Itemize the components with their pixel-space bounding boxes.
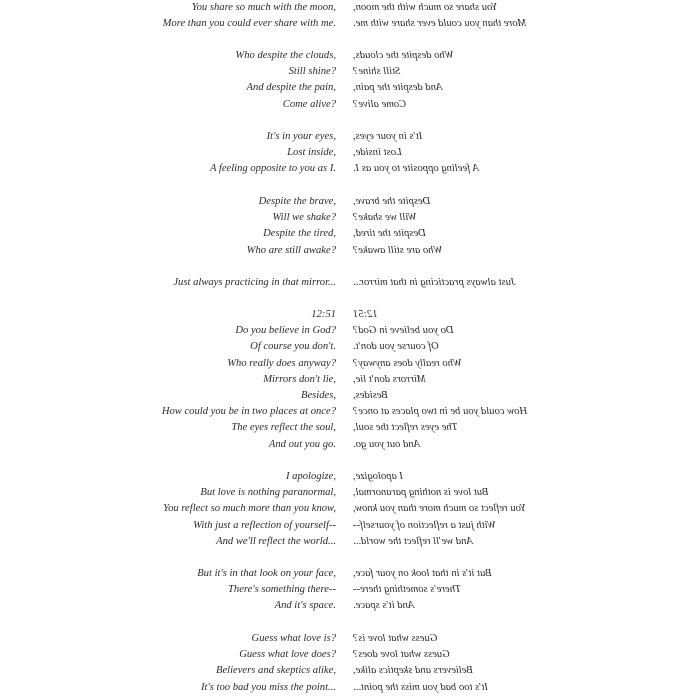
mirrored-poem-line-text: Who are still awake? — [353, 244, 443, 256]
poem-line: Besides, — [300, 390, 336, 401]
mirrored-poem-line-text: Who despite the clouds, — [353, 50, 454, 61]
mirrored-poem-line-text: Will we shake? — [353, 212, 417, 224]
poem-line: I apologize, — [285, 471, 336, 482]
mirrored-poem-line-text: Besides, — [353, 390, 389, 401]
mirrored-poem-line-text: Mirrors don't lie, — [353, 373, 426, 385]
mirrored-poem-line-text: A feeling opposite to you as I. — [353, 163, 480, 175]
mirrored-poem-line — [353, 420, 700, 436]
mirrored-poem-line — [353, 663, 700, 679]
mirrored-poem-line — [353, 16, 700, 32]
poem-line: You share so much with the moon, — [191, 2, 336, 13]
poem-line: The eyes reflect the soul, — [231, 422, 336, 434]
mirrored-poem-line-text: It's too bad you miss the point... — [353, 681, 488, 693]
mirrored-poem-line-text: It's in your eyes, — [353, 131, 423, 142]
mirrored-poem-line — [353, 64, 700, 80]
mirrored-poem-line-text: Guess what love is? — [353, 633, 438, 644]
poem-line: You reflect so much more than you know, — [163, 503, 336, 515]
poem-line: It's in your eyes, — [266, 131, 336, 142]
poem-line: Will we shake? — [272, 212, 336, 224]
mirrored-poem-line — [353, 243, 700, 259]
mirrored-poem-line — [353, 598, 700, 614]
poem-line: Lost inside, — [287, 147, 336, 159]
poem-line: Guess what love is? — [251, 633, 336, 644]
poem-line: 12:51 — [311, 309, 336, 320]
mirrored-poem-line-text: You share so much with the moon, — [353, 2, 498, 13]
poem-line: But it's in that look on your face, — [197, 568, 336, 579]
mirrored-poem-line-text: Believers and skeptics alike, — [353, 665, 474, 677]
poem-line: Believers and skeptics alike, — [215, 665, 336, 677]
mirrored-poem-line — [353, 226, 700, 242]
poem-line: With just a reflection of yourself-- — [193, 519, 336, 531]
mirrored-poem-line-text: Guess what love does? — [353, 649, 450, 661]
mirrored-poem-line-text: You reflect so much more than you know, — [353, 503, 526, 515]
mirrored-poem-line-text: Who really does anyway? — [353, 357, 462, 369]
mirrored-poem-line — [353, 566, 700, 582]
mirrored-poem-line-text: Still shine? — [353, 66, 401, 78]
poem-line: Who despite the clouds, — [235, 50, 336, 61]
mirrored-poem-line — [353, 161, 700, 177]
poem-line: And out you go. — [268, 438, 336, 450]
mirrored-poem-line — [353, 485, 700, 501]
poem-line: Of course you don't. — [250, 341, 336, 353]
mirrored-poem-line — [353, 210, 700, 226]
mirrored-poem-line-text: 12:51 — [353, 309, 378, 320]
poem-line: Who are still awake? — [246, 244, 336, 256]
mirrored-poem-line-text: And we'll reflect the world... — [353, 535, 473, 547]
poem-line: And we'll reflect the world... — [216, 535, 336, 547]
mirrored-poem-line — [353, 680, 700, 696]
mirrored-poem-line-text: Despite the brave, — [353, 196, 431, 207]
poem-line: But love is nothing paranormal, — [200, 487, 336, 499]
mirrored-poem-line — [353, 437, 700, 453]
mirrored-poem-line — [353, 323, 700, 339]
poem-line: Despite the tired, — [263, 228, 336, 240]
mirrored-poem-line-text: With just a reflection of yourself-- — [353, 519, 496, 531]
mirrored-poem-line — [353, 194, 700, 210]
poem-line: Who really does anyway? — [227, 357, 336, 369]
mirrored-poem-line — [353, 388, 700, 404]
mirrored-poem-line — [353, 518, 700, 534]
mirrored-poem-line — [353, 534, 700, 550]
mirrored-poem-line-text: How could you be in two places at once? — [353, 406, 528, 418]
poem-line: And despite the pain, — [246, 82, 336, 94]
mirrored-poem-line-text: The eyes reflect the soul, — [353, 422, 458, 434]
mirrored-poem-line — [353, 129, 700, 145]
mirrored-poem-line — [353, 372, 700, 388]
poem-line: And it's space. — [274, 600, 336, 612]
poem-line: Come alive? — [282, 98, 336, 110]
mirrored-poem-line — [353, 48, 700, 64]
mirrored-poem-line-text: And out you go. — [353, 438, 421, 450]
mirrored-poem-line-text: And it's space. — [353, 600, 415, 612]
poem-line: Mirrors don't lie, — [263, 373, 336, 385]
poem-line: There's something there-- — [228, 584, 336, 596]
mirrored-poem-line-text: Despite the tired, — [353, 228, 426, 240]
poem-line: A feeling opposite to you as I. — [209, 163, 336, 175]
poem-line: Despite the brave, — [258, 196, 336, 207]
poem-line: More than you could ever share with me. — [162, 18, 336, 30]
mirrored-poem-line — [353, 647, 700, 663]
poem-line: Do you believe in God? — [235, 325, 336, 337]
mirrored-poem-line — [353, 307, 700, 323]
mirrored-poem-line — [353, 582, 700, 598]
mirrored-poem-line — [353, 275, 700, 291]
mirrored-poem-line-text: Just always practicing in that mirror... — [353, 277, 516, 288]
mirrored-poem-line-text: I apologize, — [353, 471, 404, 482]
mirrored-poem-line-text: Come alive? — [353, 98, 407, 110]
mirrored-poem-line — [353, 97, 700, 113]
mirrored-poem-line-text: Lost inside, — [353, 147, 402, 159]
mirrored-poem-line — [353, 356, 700, 372]
mirrored-poem-line — [353, 145, 700, 161]
poem-line: Still shine? — [288, 66, 336, 78]
poem-line: Guess what love does? — [239, 649, 336, 661]
mirrored-poem-line-text: There's something there-- — [353, 584, 461, 596]
mirrored-poem-line-text: More than you could ever share with me. — [353, 18, 527, 30]
poem-line: Just always practicing in that mirror... — [173, 277, 336, 288]
mirrored-poem-line — [353, 0, 700, 16]
mirrored-poem-line-text: But it's in that look on your face, — [353, 568, 492, 579]
mirrored-poem-line — [353, 80, 700, 96]
mirrored-poem-line — [353, 404, 700, 420]
mirrored-poem-line — [353, 631, 700, 647]
mirrored-poem-line-text: Do you believe in God? — [353, 325, 454, 337]
poem-line: It's too bad you miss the point... — [201, 681, 336, 693]
mirrored-poem-line — [353, 469, 700, 485]
mirrored-poem-line-text: But love is nothing paranormal, — [353, 487, 489, 499]
mirrored-poem-line — [353, 501, 700, 517]
mirrored-poem-line-text: And despite the pain, — [353, 82, 443, 94]
mirrored-poem-line-text: Of course you don't. — [353, 341, 439, 353]
poem-line: How could you be in two places at once? — [161, 406, 336, 418]
mirrored-poem-line — [353, 339, 700, 355]
